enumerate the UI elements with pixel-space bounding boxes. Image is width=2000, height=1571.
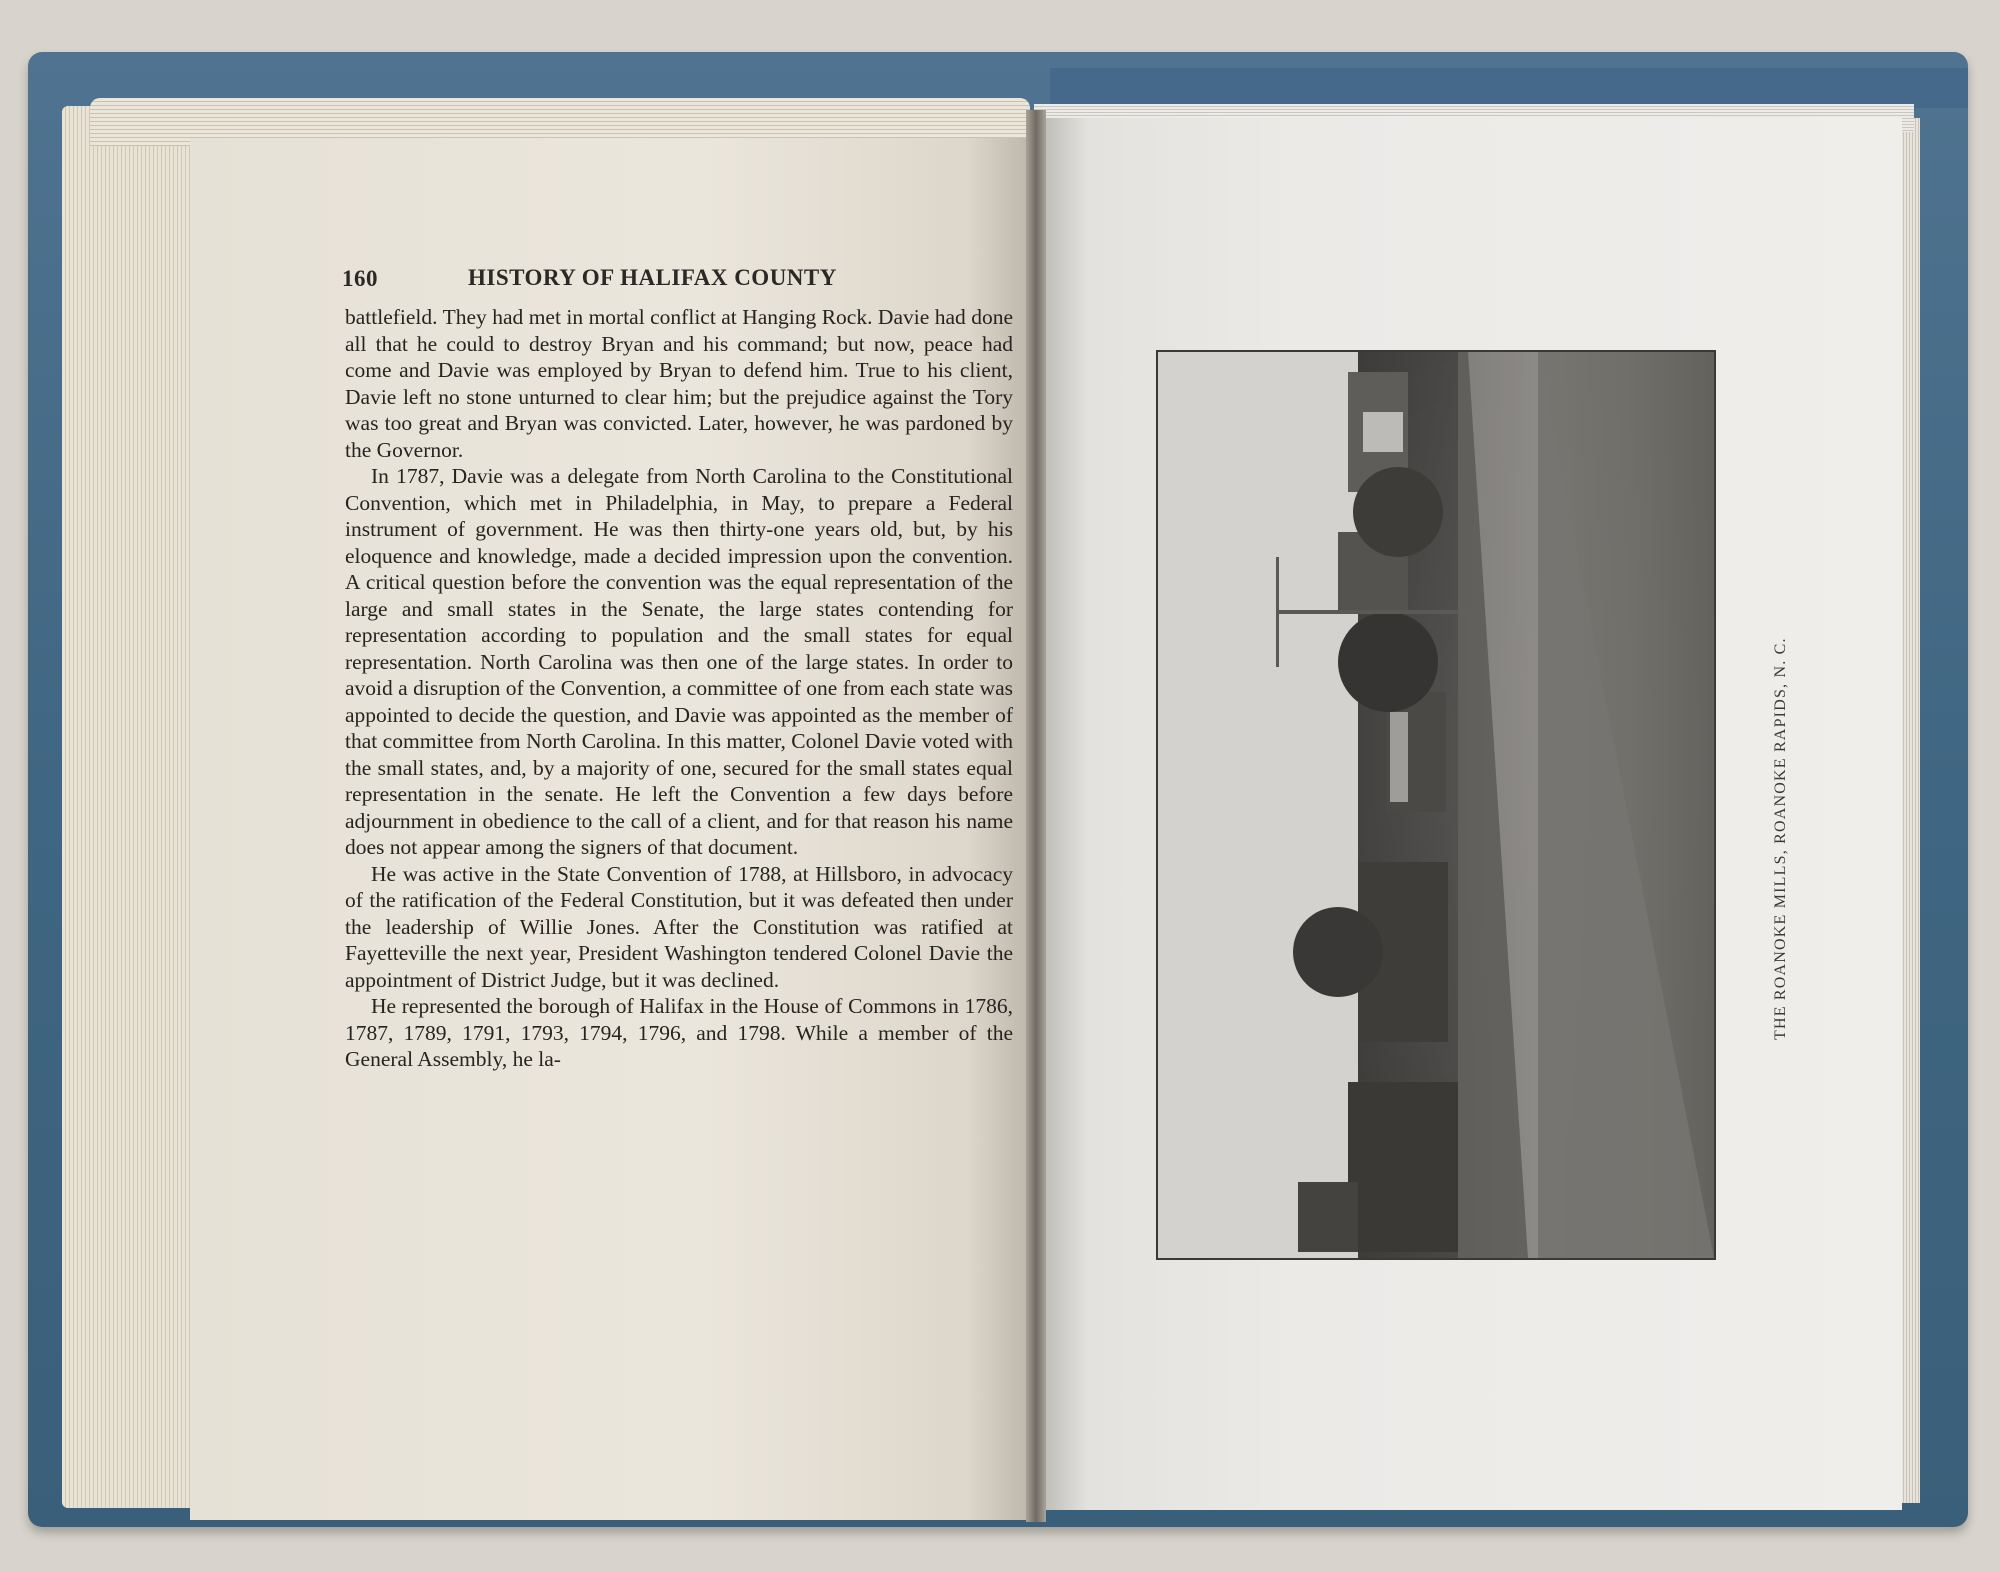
photo-building-window	[1390, 712, 1408, 802]
paragraph-2: In 1787, Davie was a delegate from North Carolina to the Constitutional Convention, which met in Philadelphia, in May, to prepare a Federal instrument of government. He was then thirty-one years old, but, by his eloquence and knowledge, made a decided impression upon the convention. A critical question before the convention was the equal representation of the large and small states in the Senate, the large states contending for representation according to population and the small states for equal representation. North Carolina was then one of the large states. In order to avoid a disruption of the Convention, a committee of one from each state was appointed to decide the question, and Davie was appointed as the member of that committee from North Carolina. In this matter, Colonel Davie voted with the small states, and, by a majority of one, secured for the small states equal representation in the senate. He left the Convention a few days before adjournment in obedience to the call of a client, and for that reason his name does not appear among the signers of that document.	[345, 464, 1013, 859]
photo-building-window	[1363, 412, 1403, 452]
photo-mill	[1348, 1082, 1458, 1252]
photo-tree	[1353, 467, 1443, 557]
paragraph-1: battlefield. They had met in mortal conflict at Hanging Rock. Davie had done all that he could to destroy Bryan and his command; but now, peace had come and Davie was employed by Bryan to defend him. True to his client, Davie left no stone unturned to clear him; but the prejudice against the Tory was too great and Bryan was convicted. Later, however, he was pardoned by the Governor.	[345, 305, 1013, 462]
page-edges-left	[62, 106, 202, 1508]
book-cover-top-edge	[1050, 68, 1968, 108]
photo-plate	[1156, 350, 1716, 1260]
photo-image	[1158, 352, 1714, 1258]
paragraph-3: He was active in the State Convention of 1788, at Hillsboro, in advocacy of the ratification of the Federal Constitution, but it was defeated then under the leadership of Willie Jones. After the Constitution was ratified at Fayetteville the next year, President Washington tendered Colonel Davie the appointment of District Judge, but it was declined.	[345, 861, 1013, 992]
photo-tree	[1293, 907, 1383, 997]
photo-pole	[1278, 610, 1468, 614]
paragraph-4: He represented the borough of Halifax in the House of Commons in 1786, 1787, 1789, 1791, 1793, 1794, 1796, and 1798. While a member of the General Assembly, he la-	[345, 994, 1013, 1071]
book-gutter	[1026, 110, 1046, 1522]
photo-caption-text: THE ROANOKE MILLS, ROANOKE RAPIDS, N. C.	[1772, 637, 1789, 1040]
photo-caption	[1772, 637, 1792, 1060]
photo-tower	[1298, 1182, 1358, 1252]
photo-pole-crossbar	[1276, 557, 1279, 667]
page-number: 160	[342, 266, 378, 291]
body-text	[345, 304, 1013, 1073]
photo-field	[1538, 352, 1714, 1258]
running-head	[342, 262, 1022, 298]
photo-tree	[1338, 612, 1438, 712]
photo-sky	[1158, 352, 1358, 1258]
running-head-title: HISTORY OF HALIFAX COUNTY	[468, 265, 837, 290]
